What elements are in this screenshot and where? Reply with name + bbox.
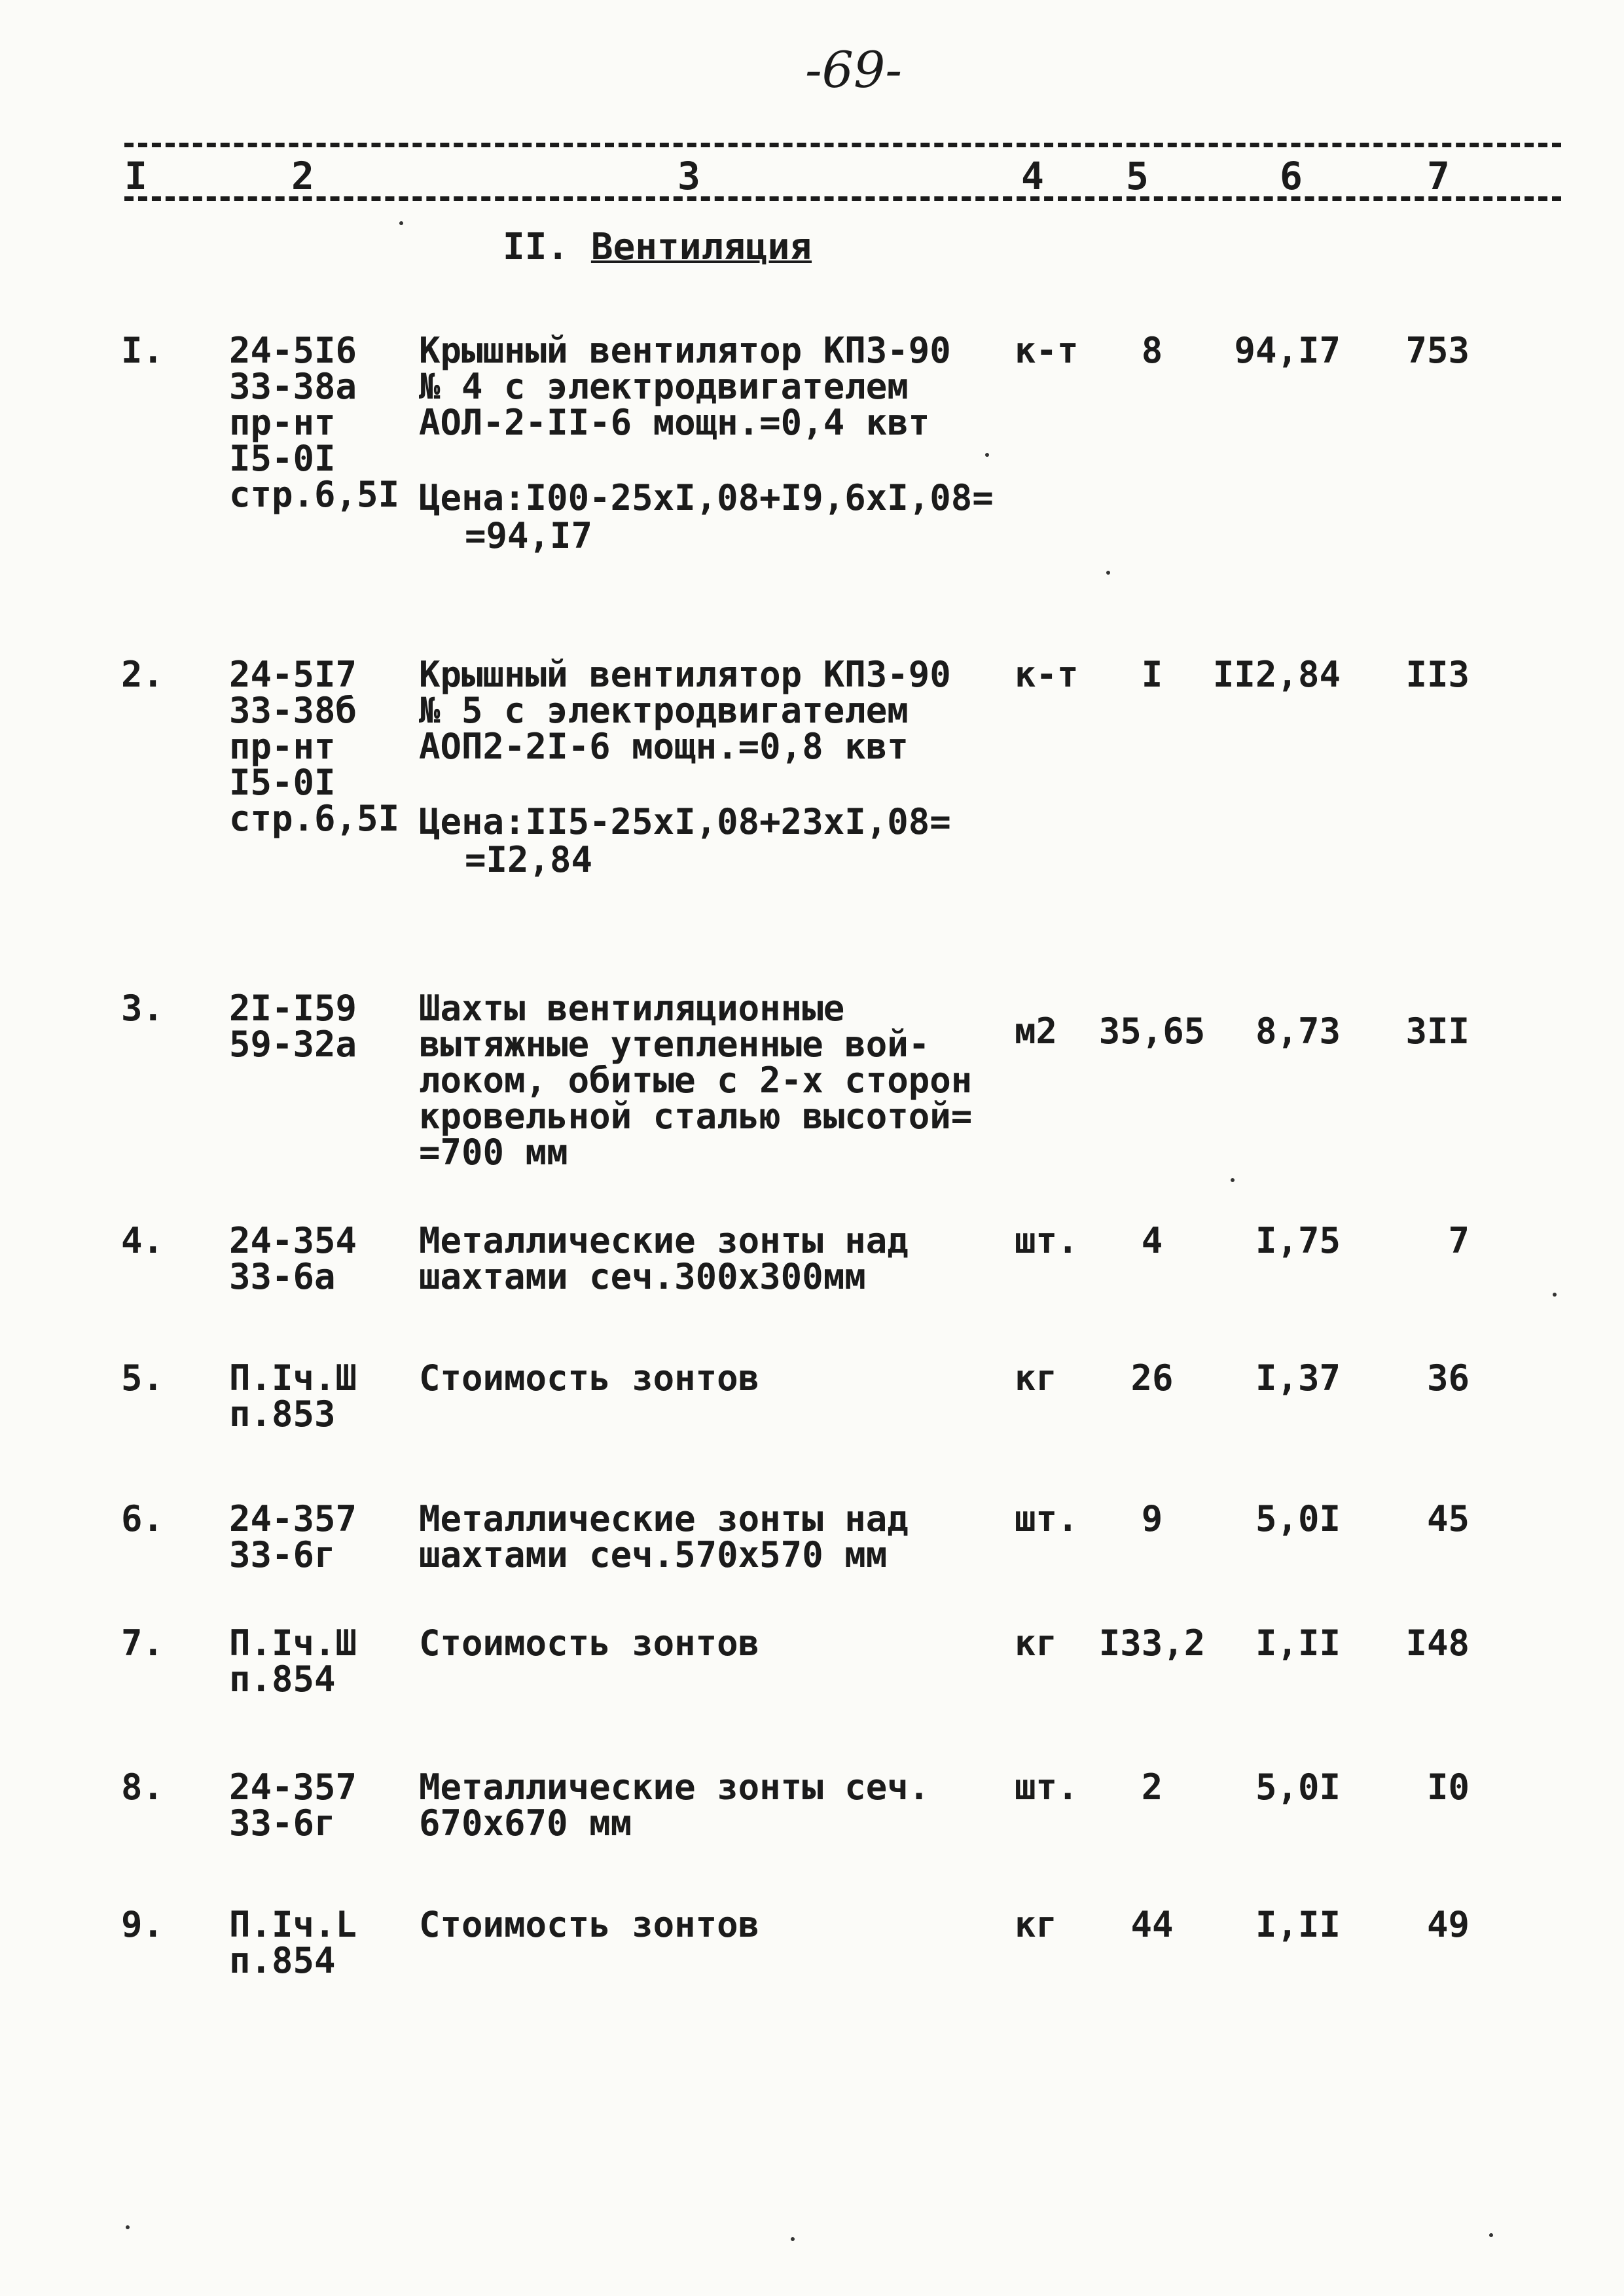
row-number: 2. — [121, 654, 164, 695]
quantity: 2 — [1141, 1767, 1163, 1808]
unit: м2 — [1015, 1011, 1058, 1052]
item-description: № 5 с электродвигателем — [419, 690, 909, 731]
unit-price: 94,I7 — [1234, 330, 1341, 371]
unit: кг — [1015, 1623, 1058, 1664]
reference-code: 2I-I59 — [229, 988, 357, 1029]
total-cost: 36 — [1426, 1357, 1470, 1399]
item-description: шахтами сеч.570х570 мм — [419, 1534, 888, 1575]
unit-price: II2,84 — [1212, 654, 1341, 695]
item-description: шахтами сеч.300х300мм — [419, 1256, 866, 1297]
reference-code: П.Iч.Ш — [229, 1623, 357, 1664]
page-number: -69- — [805, 41, 903, 99]
unit: кг — [1015, 1904, 1058, 1945]
reference-code: 33-6г — [229, 1534, 336, 1575]
quantity: 9 — [1141, 1498, 1163, 1539]
item-description: Крышный вентилятор КПЗ-90 — [419, 330, 951, 371]
row-number: 3. — [121, 988, 164, 1029]
unit-price: I,75 — [1255, 1220, 1341, 1261]
reference-code: 24-357 — [229, 1767, 357, 1808]
quantity: 44 — [1130, 1904, 1174, 1945]
quantity: 35,65 — [1098, 1011, 1206, 1052]
column-header-3: 3 — [677, 154, 700, 198]
item-description: Металлические зонты над — [419, 1220, 909, 1261]
quantity: I — [1141, 654, 1163, 695]
reference-code: 33-38а — [229, 366, 357, 407]
unit-price: I,II — [1255, 1623, 1341, 1664]
item-description: Крышный вентилятор КПЗ-90 — [419, 654, 951, 695]
total-cost: I48 — [1405, 1623, 1470, 1664]
row-number: 4. — [121, 1220, 164, 1261]
item-description: Стоимость зонтов — [419, 1623, 760, 1664]
reference-code: П.Iч.Ш — [229, 1357, 357, 1399]
item-description: Стоимость зонтов — [419, 1357, 760, 1399]
item-description: Стоимость зонтов — [419, 1904, 760, 1945]
reference-code: пр-нт — [229, 402, 336, 443]
scan-speck — [399, 221, 403, 225]
quantity: 26 — [1130, 1357, 1174, 1399]
section-title — [503, 226, 812, 268]
reference-code: стр.6,5I — [229, 474, 400, 515]
item-description: Металлические зонты сеч. — [419, 1767, 930, 1808]
reference-code: 24-5I7 — [229, 654, 357, 695]
row-number: 5. — [121, 1357, 164, 1399]
item-description: № 4 с электродвигателем — [419, 366, 909, 407]
column-header-6: 6 — [1280, 154, 1303, 198]
scan-speck — [1489, 2233, 1493, 2237]
scan-speck — [791, 2237, 795, 2241]
reference-code: п.853 — [229, 1393, 336, 1435]
reference-code: П.Iч.L — [229, 1904, 357, 1945]
total-cost: 7 — [1448, 1220, 1470, 1261]
reference-code: стр.6,5I — [229, 798, 400, 839]
row-number: 9. — [121, 1904, 164, 1945]
column-header-2: 2 — [291, 154, 314, 198]
column-header-5: 5 — [1126, 154, 1149, 198]
reference-code: I5-0I — [229, 762, 336, 803]
total-cost: 753 — [1405, 330, 1470, 371]
unit: шт. — [1015, 1767, 1079, 1808]
scan-speck — [1553, 1293, 1557, 1297]
scan-speck — [126, 2225, 130, 2229]
price-calculation: =94,I7 — [465, 515, 593, 556]
unit: к-т — [1015, 654, 1079, 695]
item-description: Шахты вентиляционные — [419, 988, 845, 1029]
row-number: I. — [121, 330, 164, 371]
price-calculation: =I2,84 — [465, 839, 593, 880]
scan-speck — [985, 453, 989, 457]
section-number: II. — [503, 226, 569, 268]
item-description: АОП2-2I-6 мощн.=0,8 квт — [419, 726, 909, 767]
unit-price: 8,73 — [1255, 1011, 1341, 1052]
reference-code: I5-0I — [229, 438, 336, 479]
total-cost: I0 — [1426, 1767, 1470, 1808]
column-header-7: 7 — [1427, 154, 1450, 198]
item-description: 670х670 мм — [419, 1803, 632, 1844]
reference-code: 24-5I6 — [229, 330, 357, 371]
item-description: локом, обитые с 2-х сторон — [419, 1060, 973, 1101]
reference-code: 24-357 — [229, 1498, 357, 1539]
total-cost: 49 — [1426, 1904, 1470, 1945]
scan-speck — [1231, 1178, 1235, 1182]
unit-price: I,II — [1255, 1904, 1341, 1945]
quantity: I33,2 — [1098, 1623, 1206, 1664]
total-cost: 45 — [1426, 1498, 1470, 1539]
unit: кг — [1015, 1357, 1058, 1399]
unit-price: 5,0I — [1255, 1498, 1341, 1539]
scan-speck — [1106, 571, 1110, 575]
reference-code: п.854 — [229, 1940, 336, 1981]
unit: шт. — [1015, 1498, 1079, 1539]
item-description: =700 мм — [419, 1132, 568, 1173]
column-header-1: I — [124, 154, 147, 198]
reference-code: 33-6а — [229, 1256, 336, 1297]
unit-price: 5,0I — [1255, 1767, 1341, 1808]
price-calculation: Цена:II5-25хI,08+23хI,08= — [419, 801, 951, 842]
reference-code: 24-354 — [229, 1220, 357, 1261]
unit-price: I,37 — [1255, 1357, 1341, 1399]
item-description: вытяжные утепленные вой- — [419, 1024, 930, 1065]
reference-code: 33-38б — [229, 690, 357, 731]
total-cost: II3 — [1405, 654, 1470, 695]
row-number: 6. — [121, 1498, 164, 1539]
item-description: АОЛ-2-II-6 мощн.=0,4 квт — [419, 402, 930, 443]
reference-code: пр-нт — [229, 726, 336, 767]
reference-code: 59-32а — [229, 1024, 357, 1065]
reference-code: п.854 — [229, 1659, 336, 1700]
header-rule-top — [124, 143, 1561, 147]
reference-code: 33-6г — [229, 1803, 336, 1844]
column-header-4: 4 — [1021, 154, 1044, 198]
total-cost: 3II — [1405, 1011, 1470, 1052]
item-description: кровельной сталью высотой= — [419, 1096, 973, 1137]
quantity: 4 — [1141, 1220, 1163, 1261]
price-calculation: Цена:I00-25хI,08+I9,6хI,08= — [419, 477, 994, 518]
header-rule-bottom — [124, 196, 1561, 201]
item-description: Металлические зонты над — [419, 1498, 909, 1539]
unit: шт. — [1015, 1220, 1079, 1261]
row-number: 8. — [121, 1767, 164, 1808]
quantity: 8 — [1141, 330, 1163, 371]
unit: к-т — [1015, 330, 1079, 371]
section-name: Вентиляция — [590, 226, 812, 268]
row-number: 7. — [121, 1623, 164, 1664]
